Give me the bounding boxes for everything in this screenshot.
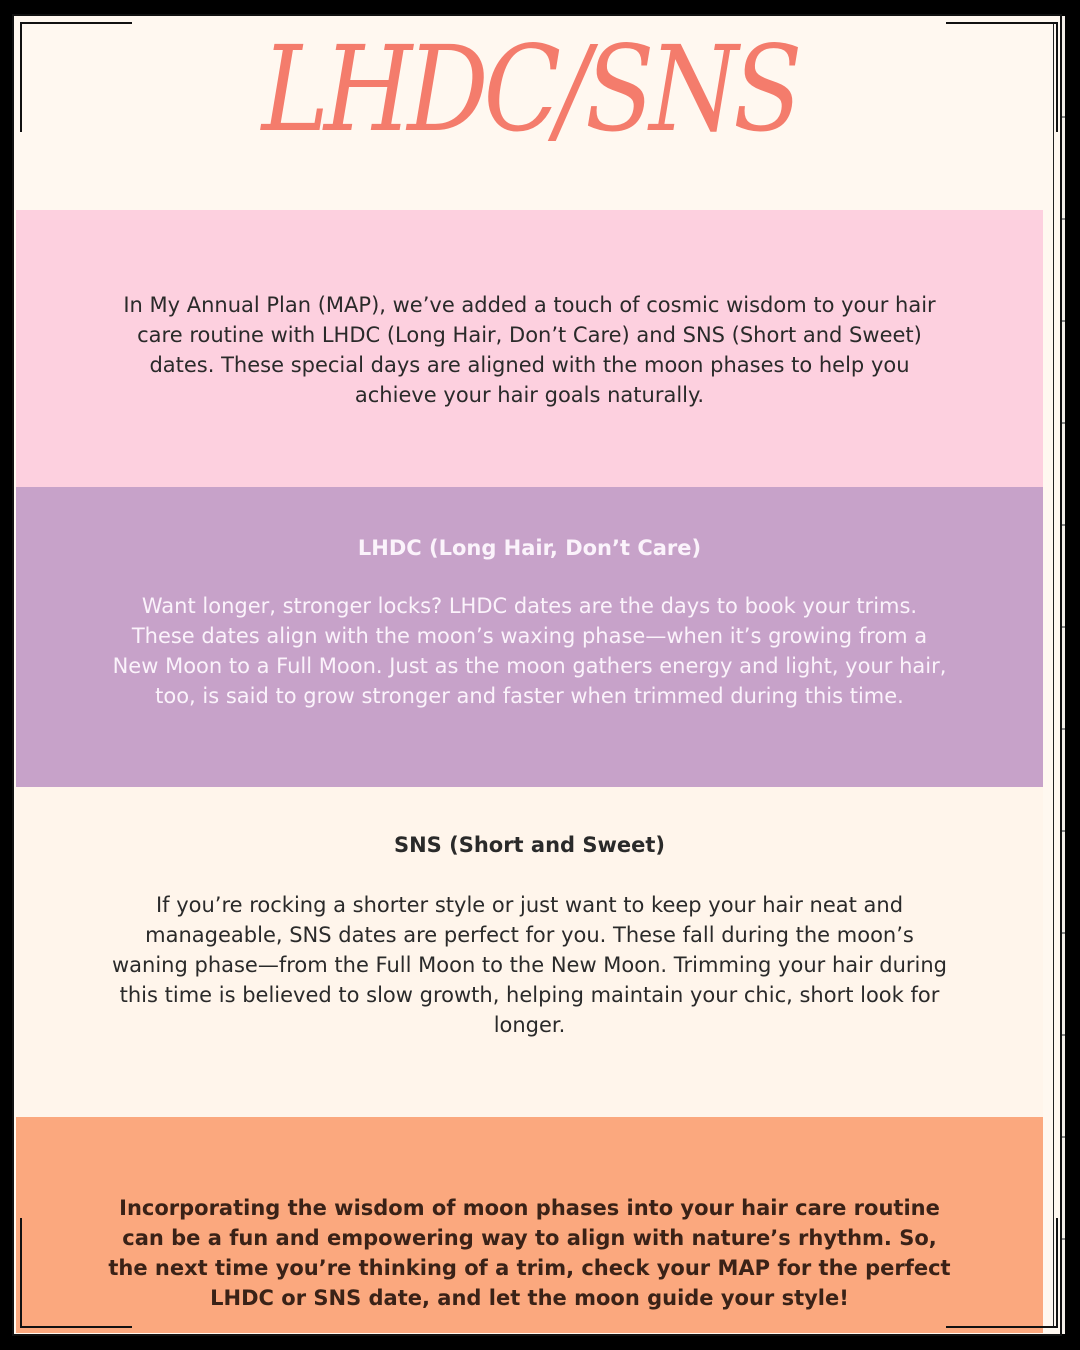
- lhdc-heading: LHDC (Long Hair, Don’t Care): [357, 536, 702, 560]
- sns-heading: SNS (Short and Sweet): [393, 833, 666, 857]
- intro-text: In My Annual Plan (MAP), we’ve added a touch of cosmic wisdom to your hair care routine with LHDC (Long Hair, Don’t Care) and SNS (Short and Sweet) dates. These special days are aligned with the moon phases to help you achieve your hair goals naturally.: [123, 293, 936, 407]
- corner-mark-bottom-right-v: [1056, 1218, 1058, 1328]
- page-title: LHDC/SNS: [261, 20, 798, 158]
- corner-mark-top-left-v: [20, 22, 22, 132]
- corner-mark-bottom-left-v: [20, 1218, 22, 1328]
- corner-mark-top-right: [946, 22, 1058, 24]
- sns-section: [16, 787, 1043, 1117]
- lhdc-text: Want longer, stronger locks? LHDC dates are the days to book your trims. These dates align with the moon’s waxing phase—when it’s growing from a New Moon to a Full Moon. Just as the moon gathers energy and light, your hair, too, is said to grow stronger and faster when trimmed during this time.: [112, 594, 947, 708]
- sns-text: If you’re rocking a shorter style or just want to keep your hair neat and manageable, SNS dates are perfect for you. These fall during the moon’s waning phase—from the Full Moon to the New Moon. Trimming your hair during this time is believed to slow growth, helping maintain your chic, short look for longer.: [111, 893, 948, 1037]
- outro-text: Incorporating the wisdom of moon phases into your hair care routine can be a fun and empowering way to align with nature’s rhythm. So, the next time you’re thinking of a trim, check your MAP for the perfect LHDC or SNS date, and let the moon guide your style!: [108, 1196, 951, 1310]
- corner-mark-bottom-left: [20, 1326, 132, 1328]
- intro-section: [16, 210, 1043, 487]
- corner-mark-bottom-right: [946, 1326, 1058, 1328]
- outro-section: [16, 1117, 1043, 1333]
- lhdc-section: [16, 487, 1043, 787]
- corner-mark-top-right-v: [1056, 22, 1058, 132]
- corner-mark-top-left: [20, 22, 132, 24]
- title-section: [16, 16, 1043, 210]
